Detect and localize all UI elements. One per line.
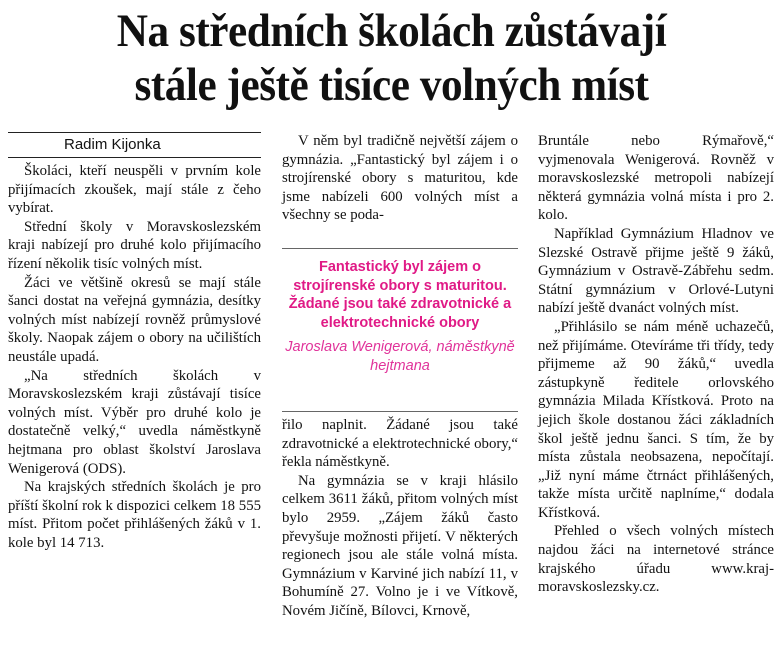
- paragraph: Žáci ve většině okresů se mají stále šanci dostat na veřejná gymnázia, desítky volných míst nabízejí rovněž průmyslové školy. Naopak zájem o obory na učilištích neustále upadá.: [8, 274, 261, 365]
- paragraph: V něm byl tradičně největší zájem o gymnázia. „Fantastický byl zájem i o strojírenské obory s maturitou, kde jsme nabízeli 600 volných míst a všechny se poda-: [282, 133, 518, 224]
- paragraph: řilo naplnit. Žádané jsou také zdravotnické a elektrotechnické obory,“ řekla náměstkyně.: [282, 417, 518, 471]
- byline: Radim Kijonka: [8, 132, 261, 158]
- headline-line-2: stále ještě tisíce volných míst: [134, 59, 649, 111]
- paragraph: Na gymnázia se v kraji hlásilo celkem 3611 žáků, přitom volných míst bylo 2959. „Zájem žáků často převyšuje možnosti přijetí. V některých regionech jsou ale stále volná místa. Gymnázium v Karviné jich nabízí 11, v Bohumíně 27. Volno je i ve Vítkově, Novém Jičíně, Bílovci, Krnově,: [282, 472, 518, 619]
- paragraph: Školáci, kteří neuspěli v prvním kole přijímacích zkoušek, mají stále z čeho vybírat.: [8, 163, 261, 217]
- paragraph: Střední školy v Moravskoslezském kraji nabízejí pro druhé kolo přijímacího řízení několik tisíc volných míst.: [8, 218, 261, 272]
- pull-quote-author: Jaroslava Wenigerová, náměstkyně hejtmana: [285, 339, 515, 374]
- column-3: [538, 132, 774, 597]
- column-2-bottom: [282, 416, 518, 621]
- pull-quote-text: Fantastický byl zájem o strojírenské obory s maturitou. Žádané jsou také zdravotnické a elektrotechnické obory: [288, 259, 512, 331]
- column-1: [8, 132, 261, 552]
- headline: [31, 4, 751, 112]
- column-2-top: [282, 132, 518, 225]
- headline-line-1: Na středních školách zůstávají: [116, 5, 667, 57]
- pull-quote: [282, 248, 518, 412]
- paragraph: Na krajských středních školách je pro příští školní rok k dispozici celkem 18 555 míst. Přitom počet přihlášených žáků v 1. kole byl 14 713.: [8, 479, 261, 551]
- paragraph: Například Gymnázium Hladnov ve Slezské Ostravě přijme ještě 9 žáků, Gymnázium v Ostravě-Zábřehu sedm. Státní gymnázium v Orlové-Lutyni nabízí ještě dvanáct volných míst.: [538, 225, 774, 317]
- paragraph: „Na středních školách v Moravskoslezském kraji zůstávají tisíce volných míst. Výběr pro druhé kolo je dostatečně velký,“ uvedla náměstkyně hejtmana pro oblast školství Jaroslava Wenigerová (ODS).: [8, 367, 261, 477]
- paragraph: Bruntále nebo Rýmařově,“ vyjmenovala Wenigerová. Rovněž v moravskoslezské metropoli nabízejí některá gymnázia volná místa i pro 2. kolo.: [538, 133, 774, 224]
- paragraph: „Přihlásilo se nám méně uchazečů, než přijímáme. Otevíráme tři třídy, tedy přijmeme až 90 žáků,“ uvedla zástupkyně ředitele orlovského gymnázia Milada Křístková. Proto na jejich škole dostanou žáci základních škol ještě jednu šanci. S tím, že by místa zůstala neobsazena, nepočítají. „Již nyní máme čtrnáct přihlášených, takže místa určitě naplníme,“ dodala Křístková.: [538, 318, 774, 521]
- paragraph: Přehled o všech volných místech najdou žáci na internetové stránce krajského úřadu www.kraj-moravskoslezsky.cz.: [538, 523, 774, 596]
